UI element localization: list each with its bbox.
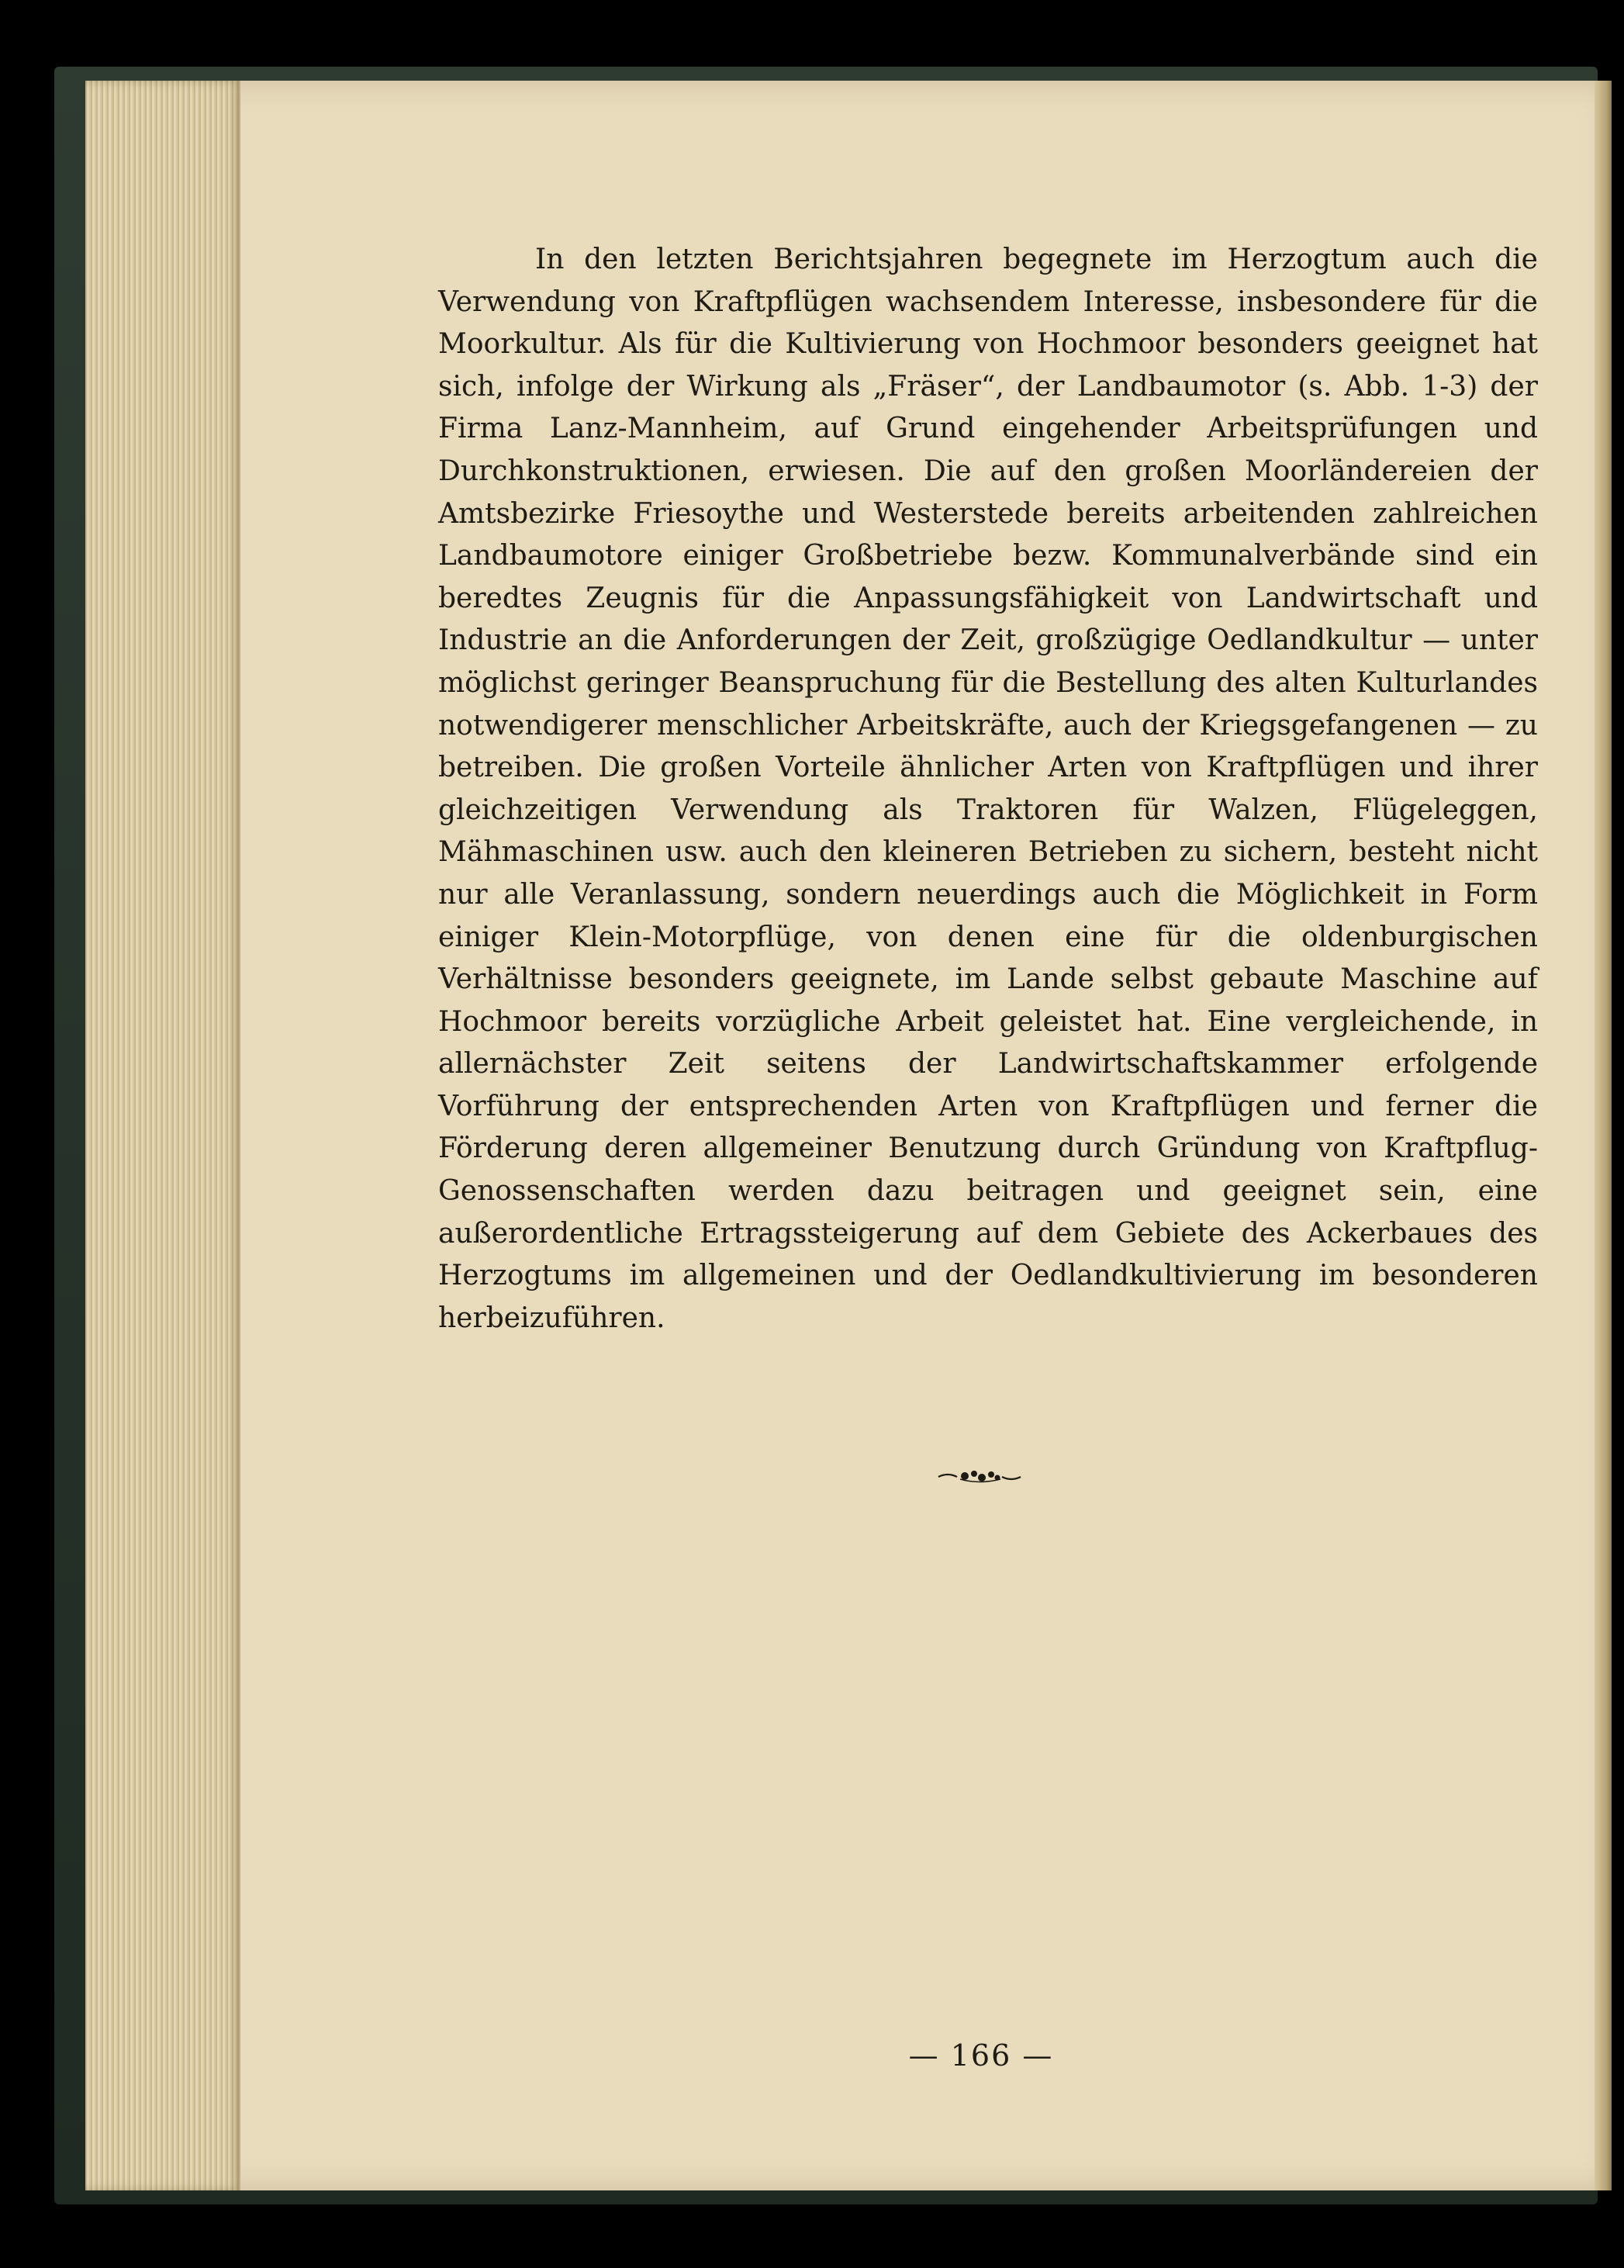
ornament-icon	[937, 1464, 1022, 1488]
page-edges	[85, 81, 240, 2190]
body-text	[438, 239, 1538, 1340]
page-number: — 166 —	[908, 2038, 1054, 2073]
paragraph: In den letzten Berichtsjahren begegnete im Herzogtum auch die Verwendung von Kraftpflügen wachsendem Interesse, insbesondere für die Moorkultur. Als für die Kultivierung von Hochmoor besonders geeignet hat sich, infolge der Wirkung als „Fräser“, der Landbaumotor (s. Abb. 1-3) der Firma Lanz-Mannheim, auf Grund eingehender Arbeitsprüfungen und Durchkonstruktionen, erwiesen. Die auf den großen Moorländereien der Amtsbezirke Friesoythe und Westerstede bereits arbeitenden zahlreichen Landbaumotore einiger Großbetriebe bezw. Kommunalverbände sind ein beredtes Zeugnis für die Anpassungsfähigkeit von Landwirtschaft und Industrie an die Anforderungen der Zeit, großzügige Oedlandkultur — unter möglichst geringer Beanspruchung für die Bestellung des alten Kulturlandes notwendigerer menschlicher Arbeitskräfte, auch der Kriegsgefangenen — zu betreiben. Die großen Vorteile ähnlicher Arten von Kraftpflügen und ihrer gleichzeitigen Verwendung als Traktoren für Walzen, Flügeleggen, Mähmaschinen usw. auch den kleineren Betrieben zu sichern, besteht nicht nur alle Veranlassung, sondern neuerdings auch die Möglichkeit in Form einiger Klein-Motorpflüge, von denen eine für die oldenburgischen Verhältnisse besonders geeignete, im Lande selbst gebaute Maschine auf Hochmoor bereits vorzügliche Arbeit geleistet hat. Eine vergleichende, in allernächster Zeit seitens der Landwirtschaftskammer erfolgende Vorführung der entsprechenden Arten von Kraftpflügen und ferner die Förderung deren allgemeiner Benutzung durch Gründung von Kraftpflug-Genossenschaften werden dazu beitragen und geeignet sein, eine außerordentliche Ertragssteigerung auf dem Gebiete des Ackerbaues des Herzogtums im allgemeinen und der Oedlandkultivierung im besonderen herbeizuführen.	[438, 244, 1538, 1334]
page-fold	[1595, 81, 1612, 2190]
